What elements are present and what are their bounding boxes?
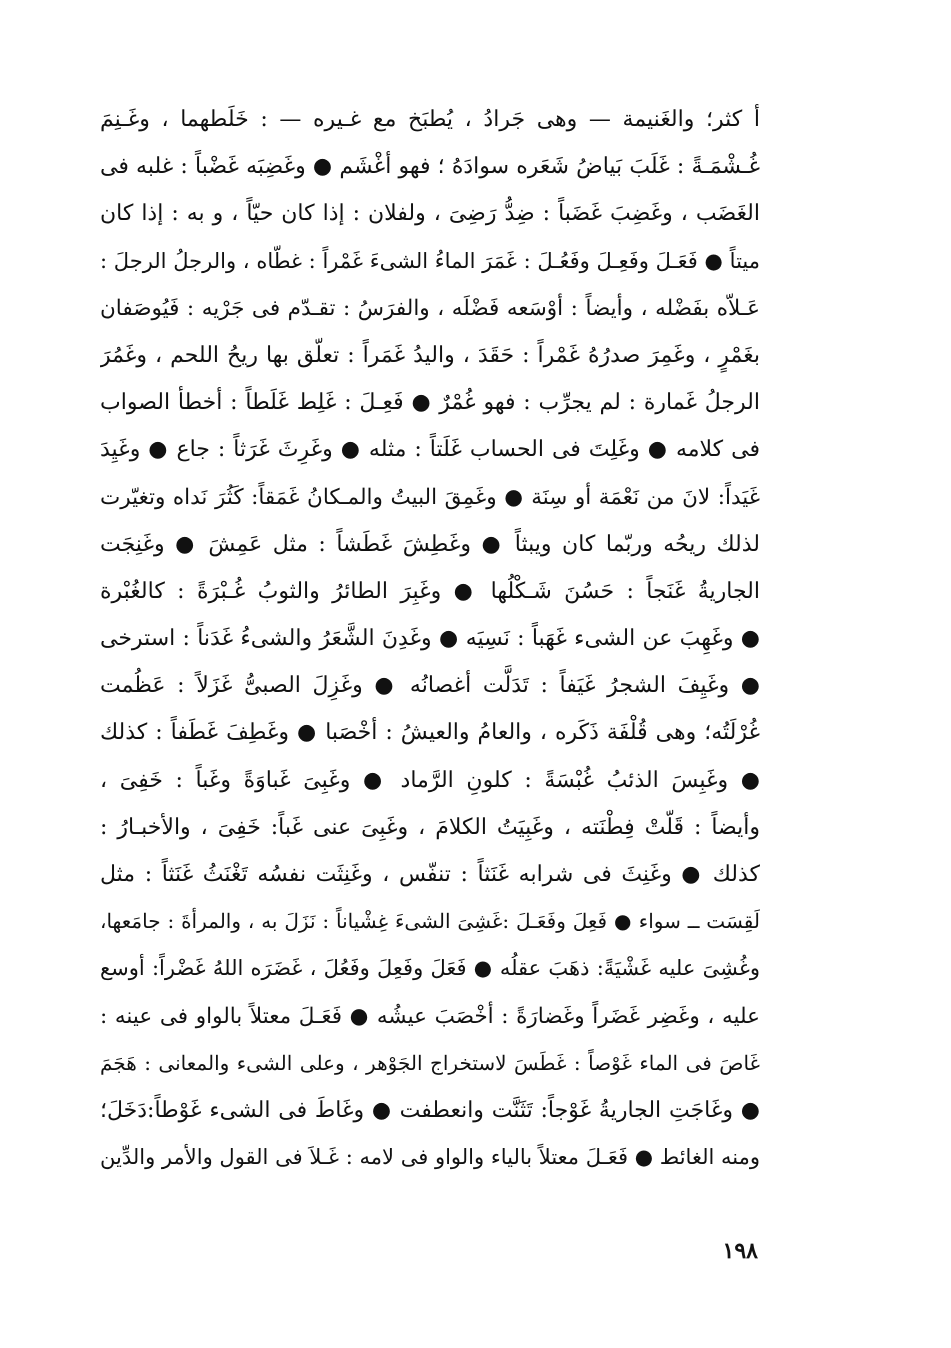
text-line: غُـشْمَـةً : غَلَبَ بَياضُ شَعَره سوادَهُ ؛ فهو أغْشَم ● وغَضِبَه غَضْباً : غلبه فى [100, 154, 760, 180]
text-line: ● وغَيِفَ الشجرُ غَيَفاً : تَدَلَّت أغصانُه ● وغَزِلَ الصبىُّ غَزَلاً : عَظُمت [100, 673, 760, 699]
text-line: غَاصَ فى الماء غَوْصاً : غَطَسَ لاستخراج الجَوْهر ، وعلى الشىء والمعانى : هَجَمَ [100, 1050, 760, 1075]
body-text [100, 96, 760, 1181]
text-line: الجاريةُ غَنَجاً : حَسُنَ شَـكْلُها ● وغَبِرَ الطائرُ والثوبُ غُـبْرَةً : كالغُبْرة [100, 578, 760, 604]
text-line: الرجلُ غَمارة : لم يجرِّب : فهو غُمْرٌ ● فَعِـلَ : غَلِط غَلَطاً : أخطأ الصواب [100, 390, 760, 416]
text-line: غُرْلَتُه؛ وهى قُلْفَة ذَكَره ، والعامُ والعيشُ : أخْصَبا ● وغَطِفَ غَطَفاً : كذلك [100, 720, 760, 746]
text-line: وغُشِىَ عليه غَشْيَةً: ذهَبَ عقلُه ● فَعَلَ وفَعِلَ وفَعُلَ ، غَضَرَه اللهُ غَضْراً: أوسع [100, 956, 760, 981]
text-line: لذلك ريحُه وربّما كان ويبثاً ● وغَطِشَ غَطَشاً : مثل عَمِشَ ● وغَنِجَت [100, 531, 760, 557]
text-line: الغَضَب ، وغَضِبَ غَضَباً : ضِدُّ رَضِىَ ، ولفلان : إذا كان حيّاً ، و به : إذا كان [100, 201, 760, 227]
text-line: وأيضاً : قَلّتْ فِطْنَته ، وغَبِيَتُ الكلامَ ، وغَبِىَ عنى غَباً: خَفِىَ ، والأخبـارُ : [100, 814, 760, 840]
text-line: ● وغَاجَتِ الجاريةُ غَوْجاً: تَثَنَّت وانعطفت ● وغَاطَ فى الشىء غَوْطاً:دَخَلَ؛ [100, 1097, 760, 1123]
text-line: ميتاً ● فَعَـلَ وفَعِـلَ وفَعُـلَ : غَمَرَ الماءُ الشىءَ غَمْراً : غطّاه ، والرجلُ الرجلَ : [100, 248, 760, 273]
text-line: لَقِسَت ــ سواء ● فَعِلَ وفَعَـلَ :غَشِىَ الشىءَ غِشْياناً : نَزَلَ به ، والمرأةَ : جامَعها، [100, 909, 760, 934]
text-line: عليه ، وغَضِر غَضَراً وغَضارَةً : أخْصَبَ عيشُه ● فَعَـلَ معتلاً بالواو فى عينه : [100, 1003, 760, 1029]
text-line: أ كثر؛ والغَنيمة — وهى جَرادُ ، يُطبَخ مع غـيره — : خَلَطهما ، وغَـنِمَ [100, 107, 760, 132]
page-number: ١٩٨ [722, 1238, 758, 1264]
text-line: غَيَداً: لانَ من نَعْمَة أو سِنَة ● وغَمِقَ البيتُ والمـكانُ غَمَقاً: كَثُرَ نَداه وتغيّرت [100, 484, 760, 510]
text-line: كذلك ● وغَنِثَ فى شرابه غَنَثاً : تنفّس ، وغَنِثَت نفسُه تَغْنَثُ غَنَثاً : مثل [100, 862, 760, 887]
text-line: بغَمْرٍ ، وغَمِرَ صدرُهُ غَمْراً : حَقَدَ ، واليدُ غَمَراً : تعلّق بها ريحُ اللحم ، وغَمُرَ [100, 342, 760, 368]
text-line: ومنه الغائط ● فَعَـلَ معتلاً بالياء والواو فى لامه : غَـلاَ فى القول والأمر والدِّين [100, 1145, 760, 1170]
text-line: عَـلاّه بفَضْله ، وأيضاً : أوْسَعه فَضْلَه ، والفرَسُ : تقـدّم فى جَرْيه : فَيُوصَفان [100, 295, 760, 321]
text-line: فى كلامه ● وغَلِتَ فى الحساب غَلَتاً : مثله ● وغَرِثَ غَرَثاً : جاع ● وغَيِدَ [100, 437, 760, 463]
text-line: ● وغَهِبَ عن الشىء غَهَباً : نَسِيَه ● وغَدِنَ الشَّعَرُ والشىءُ غَدَناً : استرخى [100, 626, 760, 652]
text-line: ● وغَبِسَ الذئبُ غُبْسَةً : كلونِ الرَّماد ● وغَبِىَ غَباوَةً وغَباً : خَفِىَ ، [100, 767, 760, 793]
